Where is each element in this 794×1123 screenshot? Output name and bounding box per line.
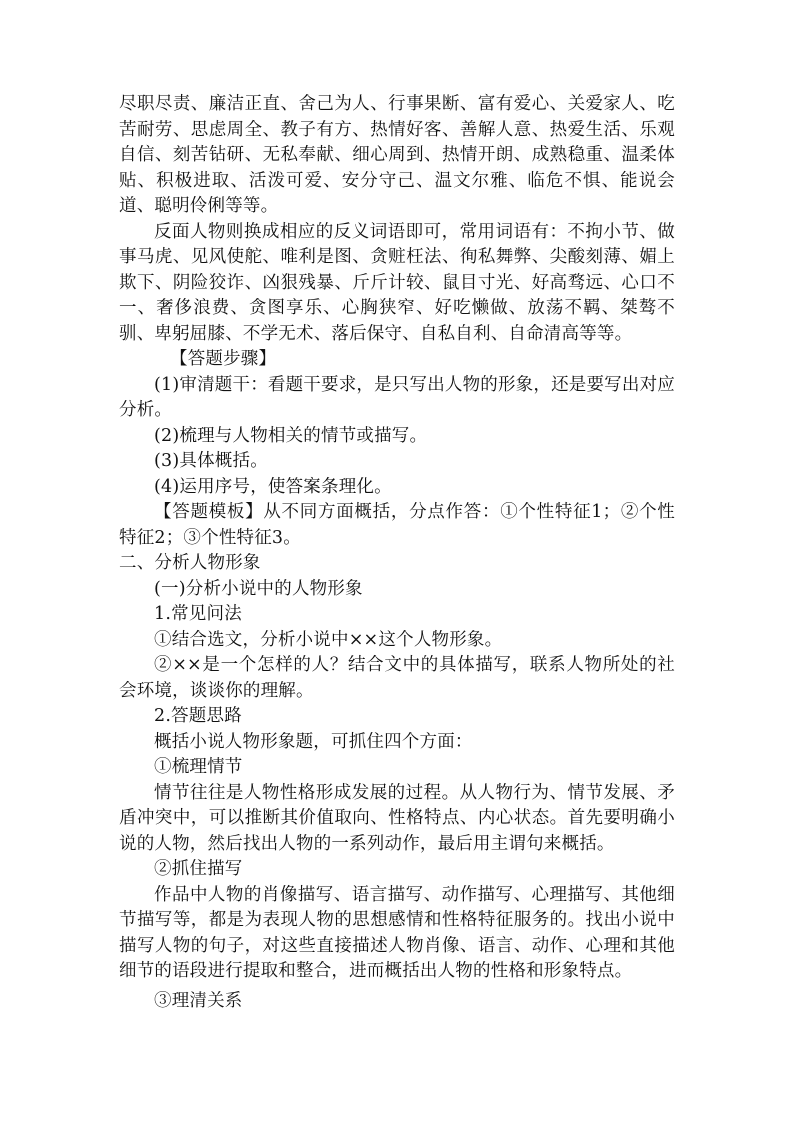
question-2: ②××是一个怎样的人？结合文中的具体描写，联系人物所处的社会环境，谈谈你的理解。 (119, 655, 675, 701)
aspect-2-heading: ②抓住描写 (154, 859, 243, 879)
step-2: (2)梳理与人物相关的情节或描写。 (154, 425, 428, 446)
aspect-2-body: 作品中人物的肖像描写、语言描写、动作描写、心理描写、其他细节描写等，都是为表现人物的思想感情和性格特征服务的。找出小说中描写人物的句子，对这些直接描述人物肖像、语言、动作、心理和其他细节的语段进行提取和整合，进而概括出人物的性格和形象特点。 (119, 884, 675, 981)
common-questions-heading: 1.常见问法 (154, 604, 242, 624)
step-4: (4)运用序号，使答案条理化。 (154, 476, 392, 497)
aspect-1-body: 情节往往是人物性格形成发展的过程。从人物行为、情节发展、矛盾冲突中，可以推断其价值取向、性格特点、内心状态。首先要明确小说的人物，然后找出人物的一系列动作，最后用主谓句来概括。 (119, 782, 675, 854)
answer-steps-heading: 【答题步骤】 (170, 349, 277, 369)
subsection-heading: (一)分析小说中的人物形象 (154, 578, 363, 599)
document-page (119, 92, 675, 1014)
step-1: (1)审清题干：看题干要求，是只写出人物的形象，还是要写出对应分析。 (119, 374, 675, 420)
answer-template: 【答题模板】从不同方面概括，分点作答：①个性特征1；②个性特征2；③个性特征3。 (119, 502, 675, 548)
aspect-3-heading: ③理清关系 (154, 990, 243, 1011)
aspect-1-heading: ①梳理情节 (154, 757, 243, 777)
positive-traits-paragraph: 尽职尽责、廉洁正直、舍己为人、行事果断、富有爱心、关爱家人、吃苦耐劳、思虑周全、教子有方、热情好客、善解人意、热爱生活、乐观自信、刻苦钻研、无私奉献、细心周到、热情开朗、成熟稳重、温柔体贴、积极进取、活泼可爱、安分守己、温文尔雅、临危不惧、能说会道、聪明伶俐等等。 (119, 94, 675, 216)
negative-traits-paragraph: 反面人物则换成相应的反义词语即可，常用词语有：不拘小节、做事马虎、见风使舵、唯利是图、贪赃枉法、徇私舞弊、尖酸刻薄、媚上欺下、阴险狡诈、凶狠残暴、斤斤计较、鼠目寸光、好高骛远、心口不一、奢侈浪费、贪图享乐、心胸狭窄、好吃懒做、放荡不羁、桀骜不驯、卑躬屈膝、不学无术、落后保守、自私自利、自命清高等等。 (119, 221, 675, 344)
question-1: ①结合选文，分析小说中××这个人物形象。 (154, 629, 503, 650)
section-heading-2: 二、分析人物形象 (119, 553, 261, 573)
answer-approach-heading: 2.答题思路 (154, 706, 242, 726)
step-3: (3)具体概括。 (154, 451, 268, 471)
four-aspects-intro: 概括小说人物形象题，可抓住四个方面： (154, 731, 473, 752)
